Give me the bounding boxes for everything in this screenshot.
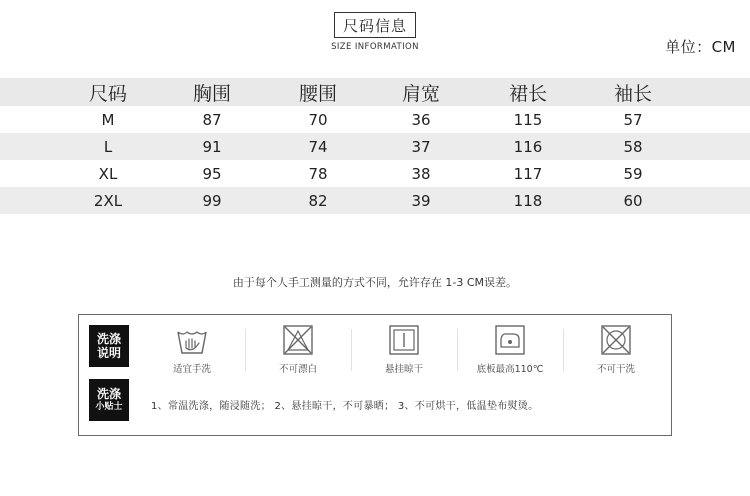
table-row — [0, 160, 750, 187]
tag-line: 洗涤 — [96, 331, 121, 346]
table-cell: 38 — [411, 164, 431, 183]
table-cell: 59 — [623, 164, 643, 183]
table-cell: 39 — [411, 191, 431, 210]
size-title-box — [334, 12, 416, 38]
table-cell: 118 — [513, 191, 543, 210]
care-icons — [139, 321, 669, 377]
table-cell: 57 — [623, 110, 643, 129]
care-item-hand-wash — [139, 321, 245, 377]
column-header: 肩宽 — [401, 82, 440, 105]
care-label: 不可漂白 — [278, 364, 317, 375]
hang-dry-icon — [387, 323, 421, 357]
table-row — [0, 187, 750, 214]
table-cell: 36 — [411, 110, 431, 129]
column-header: 胸围 — [192, 82, 231, 105]
tag-line: 小贴士 — [95, 401, 123, 412]
table-header — [0, 78, 750, 106]
size-subtitle: SIZE INFORMATION — [331, 42, 419, 52]
no-bleach-icon — [281, 323, 315, 357]
table-cell: 82 — [308, 191, 328, 210]
tag-line: 洗涤 — [96, 387, 121, 402]
care-panel — [78, 314, 672, 436]
table-cell: 58 — [623, 137, 643, 156]
hand-wash-icon — [175, 323, 209, 357]
table-row — [0, 106, 750, 133]
table-cell: 95 — [202, 164, 222, 183]
measurement-note: 由于每个人手工测量的方式不同，允许存在 1-3 CM误差。 — [232, 276, 518, 289]
column-header: 袖长 — [613, 82, 652, 105]
column-header: 裙长 — [508, 82, 547, 105]
iron-110-icon — [493, 323, 527, 357]
care-label: 悬挂晾干 — [384, 364, 423, 375]
care-item-no-bleach — [245, 321, 351, 377]
table-cell: 117 — [513, 164, 543, 183]
table-cell: 99 — [202, 191, 222, 210]
wash-tips-tag — [89, 379, 129, 421]
care-item-hang-dry — [351, 321, 457, 377]
table-cell: 37 — [411, 137, 431, 156]
table-cell: L — [103, 137, 113, 156]
care-label: 适宜手洗 — [172, 364, 211, 375]
table-cell: XL — [98, 164, 118, 183]
care-tips-text: 1、常温洗涤，随浸随洗； 2、悬挂晾干，不可暴晒； 3、不可烘干，低温垫布熨烫。 — [151, 401, 539, 412]
column-header: 尺码 — [88, 82, 127, 105]
care-item-iron — [457, 321, 563, 377]
table-cell: 78 — [308, 164, 328, 183]
table-cell: M — [101, 110, 115, 129]
table-cell: 2XL — [93, 191, 123, 210]
care-item-no-dry-clean — [563, 321, 669, 377]
table-cell: 115 — [513, 110, 543, 129]
table-cell: 116 — [513, 137, 543, 156]
care-label: 不可干洗 — [596, 364, 635, 375]
wash-instructions-tag — [89, 325, 129, 367]
table-cell: 74 — [308, 137, 328, 156]
size-table — [0, 78, 750, 214]
unit-label: 单位：CM — [665, 38, 736, 56]
care-label: 底板最高110℃ — [476, 364, 544, 375]
table-cell: 70 — [308, 110, 328, 129]
column-header: 腰围 — [298, 82, 337, 105]
table-row — [0, 133, 750, 160]
table-cell: 60 — [623, 191, 643, 210]
table-cell: 87 — [202, 110, 222, 129]
no-tumble-dry-icon — [599, 323, 633, 357]
tag-line: 说明 — [96, 346, 121, 360]
size-title: 尺码信息 — [342, 16, 407, 35]
table-cell: 91 — [202, 137, 222, 156]
